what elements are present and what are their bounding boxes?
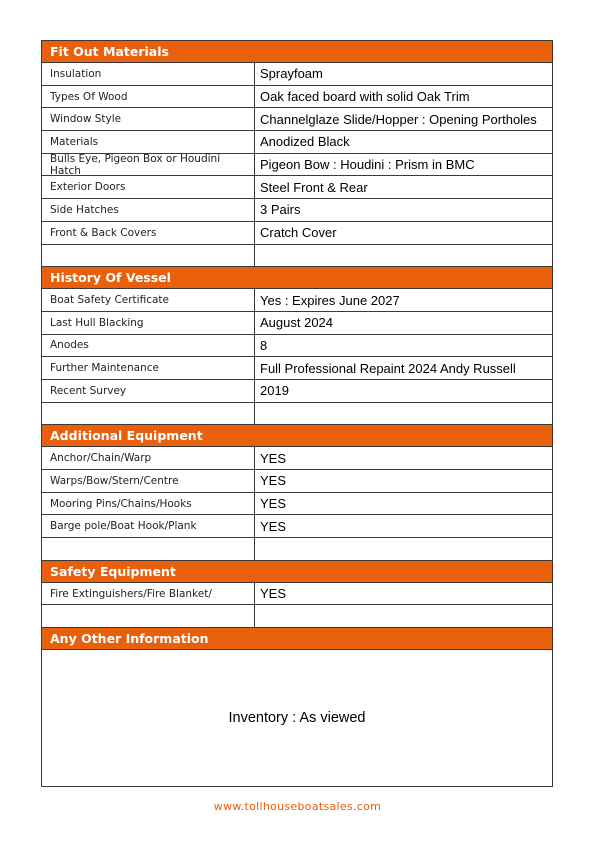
table-row: [42, 288, 552, 311]
row-value: Anodized Black: [260, 134, 350, 150]
row-value: YES: [260, 473, 287, 489]
row-value: Steel Front & Rear: [260, 179, 368, 195]
table-row: [42, 446, 552, 469]
row-value: 2019: [260, 383, 289, 399]
row-value: 8: [260, 337, 268, 353]
row-label: Anchor/Chain/Warp: [42, 447, 255, 469]
row-value: YES: [260, 450, 287, 466]
section-header: Fit Out Materials: [42, 40, 552, 62]
row-label: Materials: [42, 131, 255, 153]
table-row: [42, 537, 552, 560]
row-value: 3 Pairs: [260, 202, 301, 218]
row-value: [255, 538, 552, 560]
other-information-section: [41, 627, 553, 787]
row-value: Sprayfoam: [260, 66, 323, 82]
row-label: Front & Back Covers: [42, 222, 255, 244]
row-value: [255, 403, 552, 425]
section-header: Additional Equipment: [42, 424, 552, 446]
row-label: Types Of Wood: [42, 86, 255, 108]
table-row: [42, 492, 552, 515]
row-label: Mooring Pins/Chains/Hooks: [42, 493, 255, 515]
row-label: [42, 605, 255, 627]
row-label: Barge pole/Boat Hook/Plank: [42, 515, 255, 537]
row-value: Pigeon Bow : Houdini : Prism in BMC: [260, 157, 475, 173]
row-value: [255, 605, 552, 627]
spec-sheet: [41, 40, 553, 787]
row-label: Further Maintenance: [42, 357, 255, 379]
fit-out-section: [41, 40, 553, 266]
table-row: [42, 175, 552, 198]
row-label: [42, 245, 255, 267]
table-row: [42, 514, 552, 537]
history-section: [41, 266, 553, 424]
table-row: [42, 130, 552, 153]
row-label: Fire Extinguishers/Fire Blanket/: [42, 583, 255, 605]
table-row: [42, 198, 552, 221]
row-label: Warps/Bow/Stern/Centre: [42, 470, 255, 492]
row-label: [42, 538, 255, 560]
row-value: Oak faced board with solid Oak Trim: [260, 89, 470, 105]
additional-equipment-section: [41, 424, 553, 559]
table-row: [42, 221, 552, 244]
table-row: [42, 469, 552, 492]
section-header: Safety Equipment: [42, 560, 552, 582]
row-value: YES: [260, 496, 287, 512]
section-header: Any Other Information: [42, 627, 552, 649]
safety-equipment-section: [41, 560, 553, 627]
row-label: Bulls Eye, Pigeon Box or Houdini Hatch: [42, 154, 255, 176]
row-label: Window Style: [42, 108, 255, 130]
table-row: [42, 379, 552, 402]
table-row: [42, 62, 552, 85]
row-label: Exterior Doors: [42, 176, 255, 198]
table-row: [42, 402, 552, 425]
row-value: YES: [260, 518, 287, 534]
row-label: Last Hull Blacking: [42, 312, 255, 334]
table-row: [42, 107, 552, 130]
table-row: [42, 356, 552, 379]
row-value: YES: [260, 586, 287, 602]
row-value: Cratch Cover: [260, 225, 337, 241]
row-value: Yes : Expires June 2027: [260, 292, 400, 308]
table-row: [42, 153, 552, 176]
row-value: August 2024: [260, 315, 334, 331]
row-label: Side Hatches: [42, 199, 255, 221]
website-link[interactable]: www.tollhouseboatsales.com: [213, 800, 382, 813]
table-row: [42, 604, 552, 627]
table-row: [42, 244, 552, 267]
section-header: History Of Vessel: [42, 266, 552, 288]
row-label: [42, 403, 255, 425]
row-label: Boat Safety Certificate: [42, 289, 255, 311]
row-label: Recent Survey: [42, 380, 255, 402]
row-value: Full Professional Repaint 2024 Andy Russell: [260, 360, 516, 376]
row-value: Channelglaze Slide/Hopper : Opening Portholes: [260, 111, 537, 127]
row-value: [255, 245, 552, 267]
table-row: [42, 334, 552, 357]
table-row: [42, 582, 552, 605]
table-row: [42, 85, 552, 108]
other-information-text: Inventory : As viewed: [42, 649, 552, 786]
row-label: Anodes: [42, 335, 255, 357]
row-label: Insulation: [42, 63, 255, 85]
table-row: [42, 311, 552, 334]
